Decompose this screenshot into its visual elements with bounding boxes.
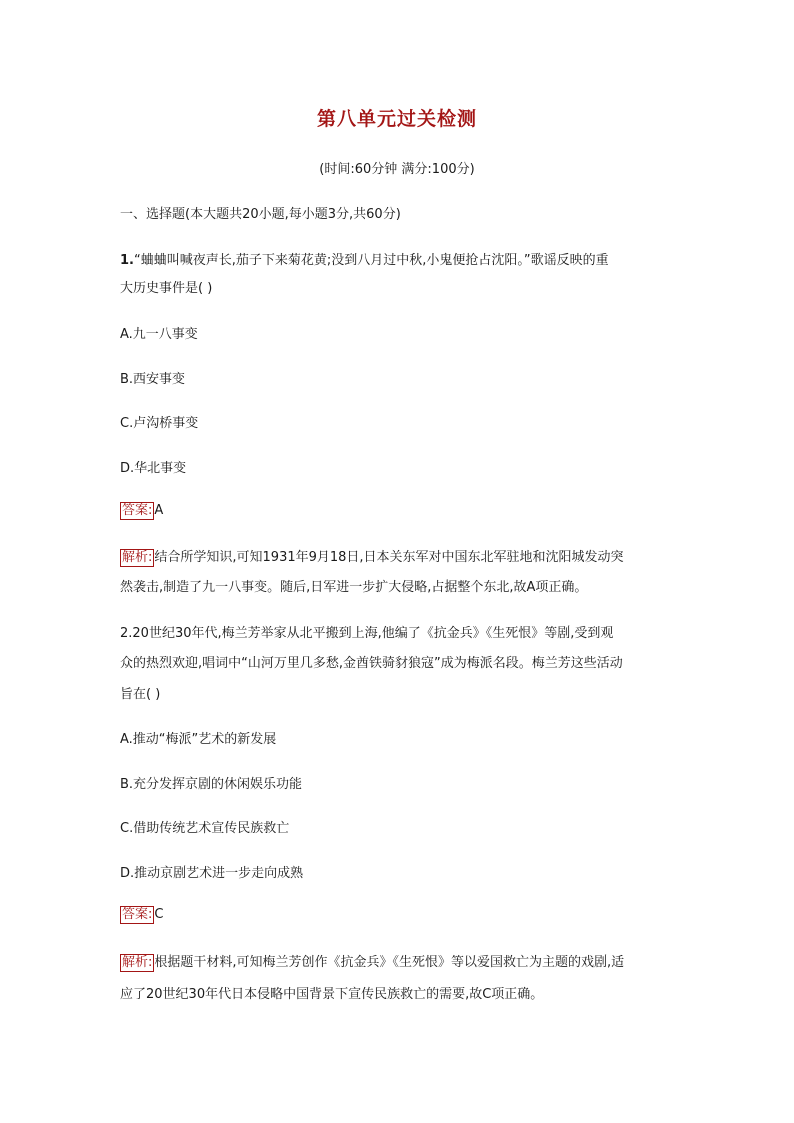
question-2-option-a: A.推动“梅派”艺术的新发展 bbox=[120, 732, 277, 747]
question-2-option-d: D.推动京剧艺术进一步走向成熟 bbox=[120, 866, 304, 881]
question-1-analysis-line-1: 解析: 结合所学知识,可知1931年9月18日,日本关东军对中国东北军驻地和沈阳城发动突 bbox=[122, 550, 624, 565]
question-1-option-b: B.西安事变 bbox=[120, 372, 186, 387]
answer-label: 答案: bbox=[122, 503, 153, 518]
question-1-option-c: C.卢沟桥事变 bbox=[120, 416, 199, 431]
answer-label: 答案: bbox=[122, 907, 153, 922]
question-2-analysis-line-2: 应了20世纪30年代日本侵略中国背景下宣传民族救亡的需要,故C项正确。 bbox=[120, 987, 544, 1002]
question-2-answer bbox=[120, 906, 163, 924]
answer-value: C bbox=[154, 907, 164, 922]
question-1-stem-line-1: 1.“蛐蛐叫喊夜声长,茄子下来菊花黄;没到八月过中秋,小鬼便抢占沈阳。”歌谣反映的重 bbox=[120, 253, 609, 268]
question-1-option-a: A.九一八事变 bbox=[120, 327, 198, 342]
question-1-stem-line-2: 大历史事件是( ) bbox=[120, 281, 213, 296]
analysis-label: 解析: bbox=[122, 550, 153, 565]
question-1-answer bbox=[120, 502, 163, 520]
exam-info: (时间:60分钟 满分:100分) bbox=[319, 162, 475, 177]
page-title: 第八单元过关检测 bbox=[316, 108, 477, 130]
question-2-option-b: B.充分发挥京剧的休闲娱乐功能 bbox=[120, 777, 303, 792]
question-1-option-d: D.华北事变 bbox=[120, 461, 187, 476]
question-number: 1. bbox=[120, 253, 134, 268]
section-heading: 一、选择题(本大题共20小题,每小题3分,共60分) bbox=[120, 207, 401, 222]
answer-value: A bbox=[154, 503, 164, 518]
question-2-option-c: C.借助传统艺术宣传民族救亡 bbox=[120, 821, 290, 836]
question-2-analysis-line-1: 解析: 根据题干材料,可知梅兰芳创作《抗金兵》《生死恨》等以爱国救亡为主题的戏剧,适 bbox=[122, 955, 625, 970]
analysis-label: 解析: bbox=[122, 955, 153, 970]
question-2-stem-line-3: 旨在( ) bbox=[120, 687, 161, 702]
question-1-analysis-line-2: 然袭击,制造了九一八事变。随后,日军进一步扩大侵略,占据整个东北,故A项正确。 bbox=[120, 580, 588, 595]
question-2-stem-line-1: 2.20世纪30年代,梅兰芳举家从北平搬到上海,他编了《抗金兵》《生死恨》等剧,受到观 bbox=[120, 626, 614, 641]
question-number: 2. bbox=[120, 626, 133, 641]
question-2-stem-line-2: 众的热烈欢迎,唱词中“山河万里几多愁,金酋铁骑豺狼寇”成为梅派名段。梅兰芳这些活动 bbox=[120, 656, 623, 671]
